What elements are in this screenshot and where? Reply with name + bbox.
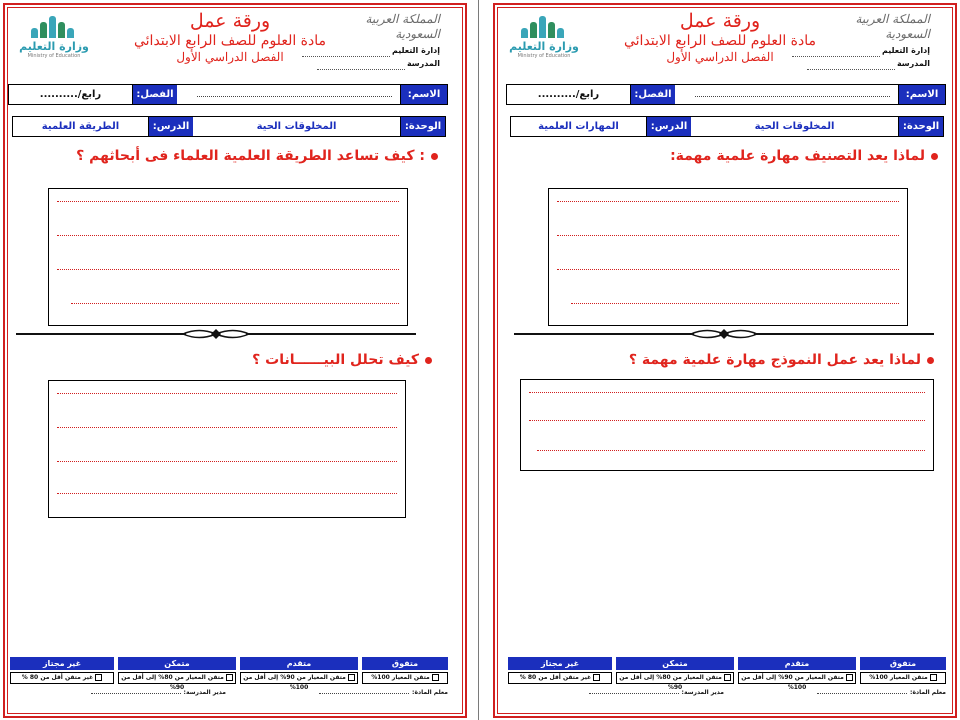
unit-value: المخلوقات الحية bbox=[193, 117, 401, 136]
level-4: غير مجتاز bbox=[508, 657, 612, 670]
ornament-icon bbox=[181, 327, 251, 341]
question-2-text: كيف تحلل البيــــــانات ؟ bbox=[252, 352, 419, 368]
name-class-row bbox=[506, 84, 946, 105]
worksheet-2 bbox=[490, 0, 960, 720]
question-1 bbox=[76, 148, 438, 164]
worksheet-title: ورقة عمل bbox=[189, 10, 271, 32]
ministry-logo bbox=[504, 14, 584, 68]
lesson-label: الدرس: bbox=[647, 117, 691, 136]
name-field[interactable] bbox=[687, 85, 899, 104]
ministry-logo-icon bbox=[519, 14, 569, 38]
unit-value: المخلوقات الحية bbox=[691, 117, 899, 136]
unit-lesson-row bbox=[12, 116, 446, 137]
lesson-value: المهارات العلمية bbox=[511, 117, 647, 136]
criterion-1[interactable]: متقن المعيار 100% bbox=[362, 672, 448, 684]
admin-school-block bbox=[290, 44, 440, 70]
criterion-1[interactable]: متقن المعيار 100% bbox=[860, 672, 946, 684]
criterion-3[interactable]: متقن المعيار من 80% إلى أقل من 90% bbox=[616, 672, 734, 684]
question-2 bbox=[629, 352, 934, 368]
ministry-logo-icon bbox=[29, 14, 79, 38]
term-line: الفصل الدراسي الأول bbox=[176, 50, 284, 64]
ornament-icon bbox=[689, 327, 759, 341]
admin-field[interactable] bbox=[302, 48, 390, 57]
level-1: متفوق bbox=[362, 657, 448, 670]
unit-label: الوحدة: bbox=[899, 117, 943, 136]
question-2-text: لماذا يعد عمل النموذج مهارة علمية مهمة ؟ bbox=[628, 352, 921, 368]
class-field[interactable]: رابع/.......... bbox=[9, 85, 133, 104]
criterion-3[interactable]: متقن المعيار من 80% إلى أقل من 90% bbox=[118, 672, 236, 684]
criterion-2[interactable]: متقن المعيار من 90% إلى أقل من 100% bbox=[240, 672, 358, 684]
ministry-name-ar: وزارة التعليم bbox=[19, 40, 89, 53]
lesson-label: الدرس: bbox=[149, 117, 193, 136]
ministry-logo bbox=[14, 14, 94, 68]
worksheet-title: ورقة عمل bbox=[679, 10, 761, 32]
page-separator bbox=[478, 0, 479, 720]
bullet-icon bbox=[927, 357, 934, 364]
answer-box-1[interactable] bbox=[48, 188, 408, 326]
level-2: متقدم bbox=[738, 657, 856, 670]
level-4: غير مجتاز bbox=[10, 657, 114, 670]
level-3: متمكن bbox=[118, 657, 236, 670]
name-label: الاسم: bbox=[401, 85, 447, 104]
name-label: الاسم: bbox=[899, 85, 945, 104]
question-1-prefix: : bbox=[419, 148, 425, 164]
principal-signature[interactable]: مدير المدرسة: bbox=[508, 687, 724, 699]
principal-signature[interactable]: مدير المدرسة: bbox=[10, 687, 226, 699]
subject-line: مادة العلوم للصف الرابع الابتدائي bbox=[623, 33, 817, 49]
ornament-divider bbox=[16, 327, 416, 341]
term-line: الفصل الدراسي الأول bbox=[666, 50, 774, 64]
question-2 bbox=[252, 352, 432, 368]
answer-box-2[interactable] bbox=[520, 379, 934, 471]
school-field[interactable] bbox=[317, 61, 405, 70]
bullet-icon bbox=[431, 153, 438, 160]
kingdom-logo-text: المملكة العربية السعودية bbox=[365, 12, 440, 41]
school-field[interactable] bbox=[807, 61, 895, 70]
bullet-icon bbox=[425, 357, 432, 364]
class-label: الفصل: bbox=[631, 85, 675, 104]
level-3: متمكن bbox=[616, 657, 734, 670]
admin-field[interactable] bbox=[792, 48, 880, 57]
class-label: الفصل: bbox=[133, 85, 177, 104]
teacher-signature[interactable]: معلم المادة: bbox=[230, 687, 448, 699]
name-class-row bbox=[8, 84, 448, 105]
name-field[interactable] bbox=[189, 85, 401, 104]
unit-label: الوحدة: bbox=[401, 117, 445, 136]
class-field[interactable]: رابع/.......... bbox=[507, 85, 631, 104]
bullet-icon bbox=[931, 153, 938, 160]
admin-label: إدارة التعليم bbox=[881, 46, 930, 55]
teacher-signature[interactable]: معلم المادة: bbox=[728, 687, 946, 699]
ornament-divider bbox=[514, 327, 934, 341]
question-1-text: لماذا يعد التصنيف مهارة علمية مهمة: bbox=[670, 148, 925, 164]
school-label: المدرسة bbox=[406, 59, 440, 68]
answer-box-1[interactable] bbox=[548, 188, 908, 326]
question-1 bbox=[670, 148, 938, 164]
criterion-2[interactable]: متقن المعيار من 90% إلى أقل من 100% bbox=[738, 672, 856, 684]
lesson-value: الطريقة العلمية bbox=[13, 117, 149, 136]
school-label: المدرسة bbox=[896, 59, 930, 68]
level-1: متفوق bbox=[860, 657, 946, 670]
admin-label: إدارة التعليم bbox=[391, 46, 440, 55]
admin-school-block bbox=[780, 44, 930, 70]
worksheet-1 bbox=[0, 0, 470, 720]
ministry-name-ar: وزارة التعليم bbox=[509, 40, 579, 53]
subject-line: مادة العلوم للصف الرابع الابتدائي bbox=[133, 33, 327, 49]
criterion-4[interactable]: غير متقن أقل من 80 % bbox=[508, 672, 612, 684]
unit-lesson-row bbox=[510, 116, 944, 137]
level-2: متقدم bbox=[240, 657, 358, 670]
kingdom-logo-text: المملكة العربية السعودية bbox=[855, 12, 930, 41]
ministry-name-en: Ministry of Education bbox=[27, 53, 81, 59]
ministry-name-en: Ministry of Education bbox=[517, 53, 571, 59]
answer-box-2[interactable] bbox=[48, 380, 406, 518]
question-1-text: كيف تساعد الطريقة العلمية العلماء فى أبحاثهم ؟ bbox=[76, 148, 415, 164]
criterion-4[interactable]: غير متقن أقل من 80 % bbox=[10, 672, 114, 684]
